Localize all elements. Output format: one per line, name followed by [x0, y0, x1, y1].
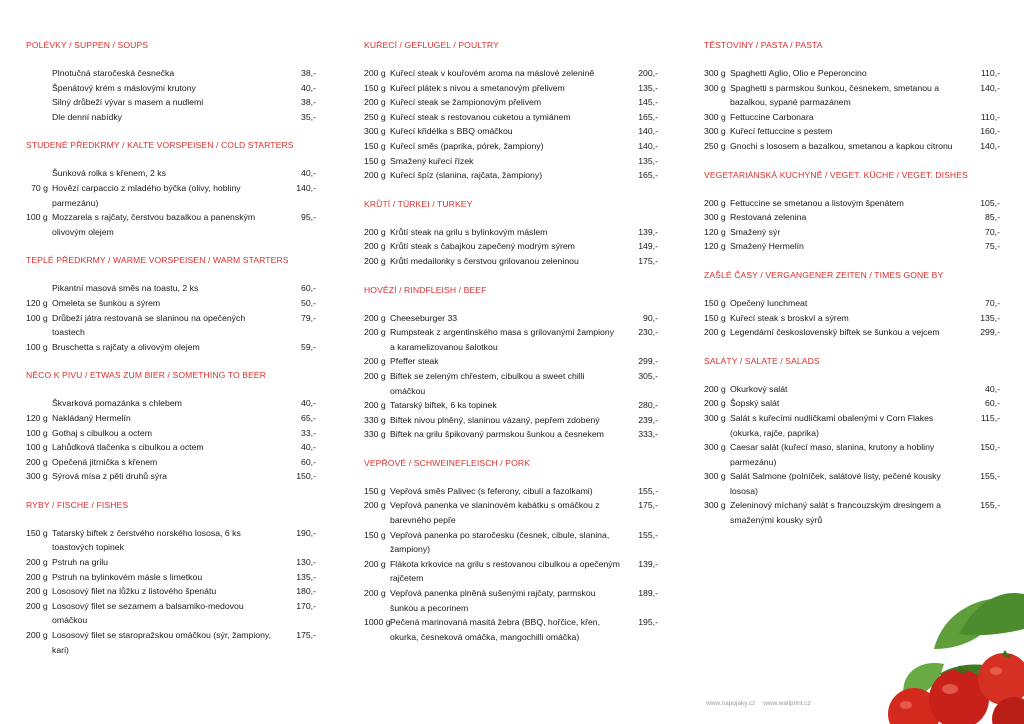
item-portion: 250 g: [364, 111, 386, 122]
menu-item: [364, 154, 658, 169]
item-portion: 100 g: [26, 427, 48, 438]
item-price: 145,-: [638, 97, 658, 108]
item-portion: [26, 110, 52, 125]
item-price: 155,-: [638, 485, 658, 496]
menu-section: [26, 368, 316, 484]
item-price: 40,-: [301, 82, 316, 93]
item-name: Vepřová panenka plněná sušenými rajčaty, parmskou šunkou a pecorinem: [390, 588, 596, 613]
item-portion: 200 g: [704, 398, 726, 409]
menu-section: [364, 283, 658, 442]
item-portion: 300 g: [704, 500, 726, 511]
item-price: 160,-: [980, 126, 1000, 137]
section-title: HOVĚZÍ / RINDFLEISH / BEEF: [364, 284, 487, 295]
item-price: 60,-: [301, 283, 316, 294]
menu-section: [704, 268, 1000, 340]
menu-item: [704, 239, 1000, 254]
item-price: 40,-: [985, 383, 1000, 394]
menu-section: [704, 354, 1000, 528]
item-price: 135,-: [638, 155, 658, 166]
menu-item: [704, 66, 1000, 81]
item-name: Fettuccine se smetanou a listovým špenátem: [730, 197, 904, 208]
item-portion: 150 g: [364, 485, 386, 496]
item-price: 175,-: [296, 630, 316, 641]
item-price: 195,-: [638, 617, 658, 628]
item-portion: 200 g: [364, 68, 386, 78]
item-name: Kuřecí steak s restovanou cuketou a tymiánem: [390, 111, 571, 122]
item-price: 105,-: [980, 197, 1000, 208]
footer-credits: [706, 700, 811, 707]
section-title: STUDENÉ PŘEDKRMY / KALTE VORSPEISEN / COLD STARTERS: [26, 140, 294, 151]
item-price: 35,-: [301, 111, 316, 122]
menu-item: [704, 196, 1000, 211]
item-name: Biftek na grilu špikovaný parmskou šunkou a česnekem: [390, 429, 604, 440]
item-portion: [26, 66, 52, 81]
item-portion: 300 g: [26, 471, 48, 482]
item-name: Sýrová mísa z pěti druhů sýra: [52, 471, 167, 482]
item-price: 175,-: [638, 500, 658, 511]
item-name: Lososový filet se staropražskou omáčkou (sýr, žampiony, kari): [52, 630, 272, 655]
menu-column-right: [704, 38, 1000, 528]
menu-item: [364, 81, 658, 96]
menu-item: [26, 166, 316, 181]
menu-item: [26, 66, 316, 81]
item-name: Salát Salmone (polníček, salátové listy, pečené kousky lososa): [730, 471, 941, 496]
menu-item: [364, 66, 658, 81]
item-price: 70,-: [985, 297, 1000, 308]
item-portion: 200 g: [364, 370, 386, 381]
item-portion: 200 g: [26, 571, 48, 582]
item-name: Smažený Hermelín: [730, 241, 804, 252]
item-price: 60,-: [301, 456, 316, 467]
item-price: 155,-: [980, 500, 1000, 511]
item-portion: [26, 81, 52, 96]
item-price: 110,-: [980, 68, 1000, 78]
item-portion: 200 g: [364, 226, 386, 237]
item-name: Lososový filet na lůžku z listového špenátu: [52, 586, 217, 597]
menu-item: [704, 498, 1000, 527]
menu-item: [364, 557, 658, 586]
section-title: POLÉVKY / SUPPEN / SOUPS: [26, 40, 149, 50]
item-name: Omeleta se šunkou a sýrem: [52, 297, 161, 308]
item-price: 110,-: [980, 111, 1000, 122]
item-price: 165,-: [638, 170, 658, 181]
item-name: Pečená marinovaná masitá žebra (BBQ, hořčice, křen, okurka, česneková omáčka, mangochilli omáčka): [390, 617, 601, 642]
item-portion: 200 g: [364, 500, 386, 511]
item-name: Gothaj s cibulkou a octem: [52, 427, 152, 438]
item-price: 40,-: [301, 398, 316, 409]
item-portion: 200 g: [26, 456, 48, 467]
item-name: Kuřecí špíz (slanina, rajčata, žampiony): [390, 170, 543, 181]
item-name: Smažený kuřecí řízek: [390, 155, 474, 166]
section-title: TĚSTOVINY / PASTA / PASTA: [704, 40, 823, 50]
menu-item: [704, 469, 1000, 498]
menu-item: [364, 586, 658, 615]
item-name: Pfeffer steak: [390, 356, 439, 367]
menu-item: [26, 555, 316, 570]
item-price: 230,-: [638, 327, 658, 338]
item-name: Tatarský biftek z čerstvého norského lososa, 6 ks toastových topinek: [52, 527, 241, 553]
item-portion: 150 g: [364, 82, 386, 93]
item-name: Gnochi s lososem a bazalkou, smetanou a kapkou citronu: [730, 140, 953, 151]
menu-item: [704, 225, 1000, 240]
item-price: 155,-: [638, 529, 658, 540]
item-portion: 300 g: [704, 111, 726, 122]
item-name: Dle denní nabídky: [52, 111, 123, 122]
menu-item: [364, 239, 658, 254]
item-portion: 150 g: [26, 527, 48, 538]
item-name: Bruschetta s rajčaty a olivovým olejem: [52, 341, 200, 352]
item-portion: 200 g: [704, 327, 726, 338]
item-price: 149,-: [638, 241, 658, 252]
item-name: Nakládaný Hermelín: [52, 412, 131, 423]
item-portion: 200 g: [364, 356, 386, 367]
item-portion: 200 g: [26, 600, 48, 611]
menu-item: [26, 455, 316, 470]
item-portion: 300 g: [704, 68, 726, 78]
item-price: 75,-: [985, 241, 1000, 252]
item-portion: 70 g: [31, 182, 48, 193]
item-name: Fettuccine Carbonara: [730, 111, 814, 122]
menu-section: [364, 38, 658, 183]
item-portion: 200 g: [704, 197, 726, 208]
item-name: Biftek se zeleným chřestem, cibulkou a sweet chilli omáčkou: [390, 370, 585, 396]
item-portion: 200 g: [364, 255, 386, 266]
menu-item: [364, 254, 658, 269]
item-name: Opečený lunchmeat: [730, 297, 808, 308]
item-price: 299,-: [638, 356, 658, 367]
item-name: Kuřecí steak v kouřovém aroma na máslové zelenině: [390, 68, 595, 78]
menu-item: [26, 340, 316, 355]
item-price: 140,-: [638, 126, 658, 137]
item-name: Kuřecí křidélka s BBQ omáčkou: [390, 126, 513, 137]
item-portion: 100 g: [26, 442, 48, 453]
menu-item: [26, 210, 316, 239]
item-portion: 300 g: [364, 126, 386, 137]
item-name: Rumpsteak z argentinského masa s grilovanými žampiony a karamelizovanou šalotkou: [390, 327, 615, 352]
item-name: Lososový filet se sezamem a balsamiko-medovou omáčkou: [52, 600, 244, 626]
menu-item: [364, 427, 658, 442]
item-price: 50,-: [301, 297, 316, 308]
menu-item: [364, 615, 658, 644]
item-portion: [26, 95, 52, 110]
item-name: Biftek nivou plněný, slaninou vázaný, pepřem zdobený: [390, 414, 600, 425]
item-portion: 200 g: [364, 241, 386, 252]
item-portion: 200 g: [364, 588, 386, 599]
item-price: 299,-: [980, 327, 1000, 338]
menu-item: [704, 311, 1000, 326]
item-portion: 330 g: [364, 414, 386, 425]
menu-item: [704, 325, 1000, 340]
item-price: 165,-: [638, 111, 658, 122]
item-name: Mozzarela s rajčaty, čerstvou bazalkou a panenským olivovým olejem: [52, 212, 256, 237]
menu-item: [364, 484, 658, 499]
item-price: 140,-: [296, 182, 316, 193]
item-name: Pikantní masová směs na toastu, 2 ks: [52, 283, 199, 294]
item-name: Šunková rolka s křenem, 2 ks: [52, 168, 166, 179]
menu-item: [26, 311, 316, 340]
menu-item: [26, 469, 316, 484]
tomato-highlight: [942, 684, 958, 694]
menu-section: [704, 38, 1000, 154]
menu-item: [26, 110, 316, 125]
item-name: Spaghetti s parmskou šunkou, česnekem, smetanou a bazalkou, sypané parmazánem: [730, 82, 940, 108]
item-name: Pstruh na grilu: [52, 557, 109, 568]
item-portion: 120 g: [704, 241, 726, 252]
item-price: 65,-: [301, 412, 316, 423]
menu-item: [364, 413, 658, 428]
item-price: 305,-: [638, 370, 658, 381]
menu-item: [364, 498, 658, 527]
item-name: Špenátový krém s máslovými krutony: [52, 82, 196, 93]
tomato-highlight: [990, 667, 1002, 675]
item-portion: 100 g: [26, 312, 48, 323]
item-name: Legendární československý biftek se šunkou a vejcem: [730, 327, 940, 338]
item-portion: 150 g: [704, 312, 726, 323]
item-name: Spaghetti Aglio, Olio e Peperoncino: [730, 68, 867, 78]
menu-item: [704, 296, 1000, 311]
item-portion: 300 g: [704, 212, 726, 223]
menu-section: [26, 38, 316, 124]
item-price: 85,-: [985, 212, 1000, 223]
item-portion: 330 g: [364, 429, 386, 440]
item-portion: 300 g: [704, 412, 726, 423]
item-name: Vepřová panenka ve slaninovém kabátku s omáčkou z barevného pepře: [390, 500, 600, 526]
item-price: 280,-: [638, 400, 658, 411]
item-price: 79,-: [301, 312, 316, 323]
menu-item: [26, 599, 316, 628]
item-name: Kuřecí fettuccine s pestem: [730, 126, 833, 137]
item-name: Hovězí carpaccio z mladého býčka (olivy, hobliny parmezánu): [52, 182, 241, 208]
item-portion: 200 g: [26, 557, 48, 568]
menu-section: [364, 197, 658, 269]
item-name: Caesar salát (kuřecí maso, slanina, krutony a hobliny parmezánu): [730, 442, 935, 467]
tomato-highlight: [900, 701, 912, 709]
item-portion: 200 g: [26, 630, 48, 641]
item-price: 135,-: [638, 82, 658, 93]
menu-item: [26, 570, 316, 585]
item-name: Vepřová směs Palivec (s feferony, cibulí a fazolkami): [390, 485, 593, 496]
item-portion: 1000 g: [364, 617, 391, 628]
item-price: 200,-: [638, 68, 658, 78]
menu-section: [364, 456, 658, 645]
item-name: Lahůdková tlačenka s cibulkou a octem: [52, 442, 204, 453]
menu-item: [704, 382, 1000, 397]
item-portion: 150 g: [364, 140, 386, 151]
item-portion: 250 g: [704, 140, 726, 151]
menu-item: [364, 225, 658, 240]
item-portion: [26, 166, 52, 181]
item-price: 135,-: [296, 571, 316, 582]
item-name: Flákota krkovice na grilu s restovanou cibulkou a opečeným rajčetem: [390, 558, 620, 584]
item-portion: 300 g: [704, 471, 726, 482]
section-title: NĚCO K PIVU / ETWAS ZUM BIER / SOMETHING TO BEER: [26, 370, 267, 381]
item-price: 239,-: [638, 414, 658, 425]
menu-section: [26, 498, 316, 657]
section-title: ZAŠLÉ ČASY / VERGANGENER ZEITEN / TIMES GONE BY: [704, 269, 944, 280]
item-portion: 200 g: [704, 383, 726, 394]
menu-item: [704, 81, 1000, 110]
item-name: Škvarková pomazánka s chlebem: [52, 398, 182, 409]
section-title: TEPLÉ PŘEDKRMY / WARME VORSPEISEN / WARM STARTERS: [26, 255, 289, 266]
menu-item: [26, 396, 316, 411]
item-portion: 200 g: [364, 170, 386, 181]
item-price: 140,-: [980, 140, 1000, 151]
item-portion: 150 g: [364, 155, 386, 166]
item-name: Cheeseburger 33: [390, 312, 458, 323]
menu-item: [26, 81, 316, 96]
item-name: Restovaná zelenina: [730, 212, 807, 223]
item-name: Krůtí medailonky s čerstvou grilovanou zeleninou: [390, 255, 579, 266]
item-portion: 120 g: [704, 226, 726, 237]
menu-item: [364, 325, 658, 354]
item-portion: 200 g: [364, 97, 386, 108]
item-name: Vepřová panenka po staročesku (česnek, cibule, slanina, žampiony): [390, 529, 610, 555]
item-name: Šopský salát: [730, 398, 780, 409]
menu-item: [364, 369, 658, 398]
item-portion: 120 g: [26, 412, 48, 423]
item-price: 175,-: [638, 255, 658, 266]
item-portion: 150 g: [364, 529, 386, 540]
item-price: 95,-: [301, 212, 316, 223]
item-price: 150,-: [296, 471, 316, 482]
item-price: 40,-: [301, 442, 316, 453]
menu-item: [26, 426, 316, 441]
menu-column-left: [26, 38, 316, 657]
item-price: 70,-: [985, 226, 1000, 237]
menu-item: [364, 124, 658, 139]
item-name: Plnotučná staročeská česnečka: [52, 68, 175, 78]
item-name: Krůtí steak na grilu s bylinkovým máslem: [390, 226, 548, 237]
item-portion: 300 g: [704, 82, 726, 93]
item-portion: 200 g: [364, 312, 386, 323]
item-name: Kuřecí směs (paprika, pórek, žampiony): [390, 140, 544, 151]
section-title: KRŮTÍ / TÜRKEI / TURKEY: [364, 198, 473, 209]
item-price: 139,-: [638, 558, 658, 569]
menu-item: [364, 110, 658, 125]
item-portion: 300 g: [704, 126, 726, 137]
item-portion: 120 g: [26, 297, 48, 308]
menu-item: [704, 411, 1000, 440]
section-title: VEPŘOVÉ / SCHWEINEFLEISCH / PORK: [364, 457, 531, 468]
item-name: Silný drůbeží vývar s masem a nudlemi: [52, 97, 204, 108]
item-price: 38,-: [301, 68, 316, 78]
item-portion: [26, 281, 52, 296]
item-price: 190,-: [296, 527, 316, 538]
tomato-basil-illustration: [864, 579, 1024, 724]
item-portion: 200 g: [364, 327, 386, 338]
credit-napojaky: www.napojaky.cz: [706, 700, 756, 707]
item-name: Salát s kuřecími nudličkami obalenými v Corn Flakes (okurka, rajče, paprika): [730, 412, 934, 438]
menu-item: [26, 411, 316, 426]
menu-item: [26, 281, 316, 296]
item-name: Pstruh na bylinkovém másle s limetkou: [52, 571, 203, 582]
section-title: KUŘECÍ / GEFLUGEL / POULTRY: [364, 40, 499, 50]
item-portion: 100 g: [26, 341, 48, 352]
item-name: Smažený sýr: [730, 226, 781, 237]
item-price: 59,-: [301, 341, 316, 352]
menu-item: [26, 296, 316, 311]
menu-item: [26, 628, 316, 657]
menu-item: [704, 124, 1000, 139]
menu-item: [704, 139, 1000, 154]
item-name: Opečená jitrnička s křenem: [52, 456, 158, 467]
item-price: 40,-: [301, 168, 316, 179]
item-portion: 100 g: [26, 212, 48, 223]
item-price: 155,-: [980, 471, 1000, 482]
menu-item: [26, 95, 316, 110]
menu-item: [704, 210, 1000, 225]
item-price: 139,-: [638, 226, 658, 237]
menu-item: [364, 528, 658, 557]
menu-item: [26, 584, 316, 599]
item-portion: 300 g: [704, 442, 726, 453]
menu-item: [704, 440, 1000, 469]
menu-item: [364, 95, 658, 110]
menu-item: [364, 398, 658, 413]
section-title: RYBY / FISCHE / FISHES: [26, 499, 129, 510]
menu-section: [704, 168, 1000, 254]
menu-section: [26, 138, 316, 239]
item-price: 150,-: [980, 442, 1000, 453]
item-name: Kuřecí plátek s nivou a smetanovým přelivem: [390, 82, 565, 93]
item-price: 33,-: [301, 427, 316, 438]
item-portion: 200 g: [364, 400, 386, 411]
menu-item: [704, 110, 1000, 125]
item-price: 333,-: [638, 429, 658, 440]
menu-item: [364, 354, 658, 369]
item-name: Kuřecí steak se žampionovým přelivem: [390, 97, 542, 108]
menu-item: [26, 440, 316, 455]
credit-wallprint: www.wallprint.cz: [763, 700, 811, 707]
item-portion: 200 g: [364, 558, 386, 569]
item-name: Okurkový salát: [730, 383, 788, 394]
item-portion: 200 g: [26, 586, 48, 597]
item-name: Tatarský biftek, 6 ks topinek: [390, 400, 497, 411]
item-price: 90,-: [643, 312, 658, 323]
item-name: Kuřecí steak s broskví a sýrem: [730, 312, 849, 323]
item-price: 60,-: [985, 398, 1000, 409]
menu-section: [26, 253, 316, 354]
item-name: Zeleninový míchaný salát s francouzským dresingem a smaženými kousky sýrů: [730, 500, 942, 526]
item-price: 135,-: [980, 312, 1000, 323]
section-title: SALÁTY / SALATE / SALADS: [704, 355, 820, 366]
item-name: Krůtí steak s čabajkou zapečený modrým sýrem: [390, 241, 575, 252]
menu-item: [364, 168, 658, 183]
item-portion: 150 g: [704, 297, 726, 308]
item-price: 130,-: [296, 557, 316, 568]
item-price: 180,-: [296, 586, 316, 597]
item-name: Drůbeží játra restovaná se slaninou na opečených toastech: [52, 312, 246, 338]
item-price: 170,-: [296, 600, 316, 611]
item-price: 140,-: [980, 82, 1000, 93]
menu-item: [704, 396, 1000, 411]
menu-column-middle: [364, 38, 658, 644]
item-price: 115,-: [980, 412, 1000, 423]
item-price: 189,-: [638, 588, 658, 599]
item-price: 140,-: [638, 140, 658, 151]
menu-item: [364, 139, 658, 154]
menu-item: [26, 181, 316, 210]
section-title: VEGETARIÁNSKÁ KUCHYNĚ / VEGET. KÜCHE / VEGET. DISHES: [704, 169, 968, 180]
menu-item: [364, 311, 658, 326]
item-portion: [26, 396, 52, 411]
item-price: 38,-: [301, 97, 316, 108]
menu-item: [26, 526, 316, 555]
